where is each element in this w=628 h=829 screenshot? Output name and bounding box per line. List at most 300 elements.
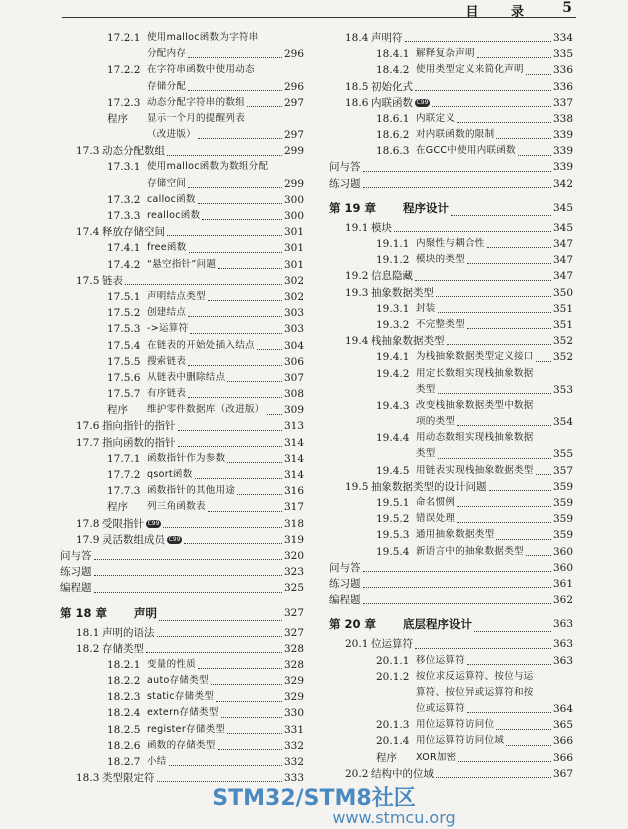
toc-entry (60, 689, 304, 705)
toc-entry-title-text: 用定长数组实现栈抽象数据 (416, 367, 534, 379)
toc-entry-title (147, 451, 225, 467)
toc-entry-page: 364 (552, 703, 573, 716)
toc-entry-title (60, 580, 92, 596)
toc-entry-page: 367 (552, 767, 573, 780)
toc-entry (60, 30, 304, 46)
toc-entry (60, 224, 304, 240)
toc-entry-title-text: 从链表中删除结点 (147, 371, 226, 383)
toc-entry-page: 357 (552, 464, 573, 477)
toc-entry-number: 17.7.2 (107, 469, 141, 482)
toc-entry-page: 355 (552, 448, 573, 461)
toc-entry-title-text: 在GCC中使用内联函数 (416, 145, 516, 157)
toc-entry (329, 301, 573, 317)
toc-entry-title-text: 模块的类型 (416, 254, 466, 266)
toc-entry (329, 317, 573, 333)
dot-leader (188, 187, 282, 188)
toc-entry (329, 430, 573, 446)
toc-entry-title (147, 689, 214, 705)
toc-entry-title-text: 动态分配字符串的数组 (147, 96, 246, 108)
toc-entry-number: 18.2.3 (107, 691, 141, 704)
toc-entry-number: 19.5.2 (376, 513, 410, 526)
toc-entry-title (147, 754, 167, 770)
dot-leader (184, 543, 282, 544)
toc-entry-title (403, 196, 449, 220)
dot-leader (487, 247, 551, 248)
c99-badge-icon: C99 (416, 98, 429, 106)
toc-entry-page: 351 (552, 302, 573, 315)
dot-leader (94, 559, 282, 560)
toc-entry-page: 328 (283, 642, 304, 655)
toc-entry-title-text: 结构中的位域 (371, 767, 434, 780)
toc-entry-page: 307 (283, 371, 304, 384)
toc-entry (60, 532, 304, 548)
dot-leader (432, 106, 551, 107)
toc-entry-page: 300 (283, 193, 304, 206)
toc-entry-title (147, 111, 245, 127)
toc-entry-page: 339 (552, 161, 573, 174)
dot-leader (146, 652, 282, 653)
toc-entry-page: 329 (283, 675, 304, 688)
toc-entry-number: 17.5.2 (107, 307, 141, 320)
dot-leader (257, 349, 282, 350)
toc-entry-title-text: 为栈抽象数据类型定义接口 (416, 351, 534, 363)
toc-entry-title-text: 链表 (102, 274, 123, 287)
toc-entry-page: 334 (552, 31, 573, 44)
dot-leader (438, 393, 551, 394)
toc-entry-page: 351 (552, 318, 573, 331)
dot-leader (518, 155, 551, 156)
toc-entry-title (147, 673, 209, 689)
toc-entry-number: 17.8 (76, 517, 100, 530)
dot-leader (178, 446, 282, 447)
toc-entry-title-text: 程序设计 (403, 200, 449, 215)
toc-entry (60, 499, 304, 515)
toc-entry-title-text: calloc函数 (147, 193, 196, 205)
toc-entry-title (329, 592, 361, 608)
toc-entry-title-text: 通用抽象数据类型 (416, 529, 495, 541)
toc-entry (60, 386, 304, 402)
toc-entry-page: 359 (552, 480, 573, 493)
toc-entry-number: 19.4.1 (376, 351, 410, 364)
toc-entry-number: 19.5 (345, 480, 369, 493)
toc-entry (329, 398, 573, 414)
toc-entry (60, 176, 304, 192)
toc-entry-page: 297 (283, 96, 304, 109)
toc-entry (329, 685, 573, 701)
toc-entry-number: 19.3.2 (376, 318, 410, 331)
toc-entry (329, 236, 573, 252)
toc-entry-page: 300 (283, 210, 304, 223)
toc-entry-page: 354 (552, 416, 573, 429)
dot-leader (458, 761, 550, 762)
toc-entry-title (416, 717, 494, 733)
toc-entry-number: 程序 (107, 404, 128, 417)
toc-entry-title (147, 46, 186, 62)
toc-entry-number: 17.5.3 (107, 323, 141, 336)
toc-entry (329, 511, 573, 527)
toc-entry-title (371, 479, 487, 495)
toc-entry-title-text: （改进版） (147, 129, 197, 141)
toc-entry-page: 363 (552, 654, 573, 667)
toc-entry-number: 17.3.2 (107, 193, 141, 206)
toc-entry (60, 402, 304, 418)
toc-entry-title (416, 527, 494, 543)
toc-entry-title (371, 636, 413, 652)
toc-entry-number: 20.1.3 (376, 719, 410, 732)
dot-leader (496, 729, 551, 730)
toc-entry-number: 18.4.1 (376, 48, 410, 61)
toc-entry-title (416, 446, 436, 462)
toc-entry-page: 299 (283, 145, 304, 158)
toc-entry-title-text: 维护零件数据库（改进版） (147, 404, 265, 416)
toc-entry-title (102, 641, 144, 657)
toc-entry-number: 18.6 (345, 96, 369, 109)
toc-entry-title-text: 练习题 (329, 177, 361, 190)
toc-entry-title (416, 463, 534, 479)
toc-entry-page: 366 (552, 751, 573, 764)
toc-entry (329, 252, 573, 268)
toc-entry (60, 160, 304, 176)
toc-entry-title (147, 722, 225, 738)
toc-entry-page: 316 (283, 485, 304, 498)
toc-entry-page: 337 (552, 96, 573, 109)
toc-entry-title (416, 430, 534, 446)
toc-entry-title (416, 236, 485, 252)
toc-entry-title-text: 内聚性与耦合性 (416, 238, 485, 250)
toc-entry (329, 62, 573, 78)
toc-left-column (60, 30, 304, 786)
dot-leader (188, 397, 282, 398)
toc-entry-page: 359 (552, 513, 573, 526)
page-title: 目 录 (465, 5, 538, 20)
toc-entry (60, 451, 304, 467)
toc-entry-title (329, 560, 361, 576)
dot-leader (526, 555, 551, 556)
dot-leader (227, 462, 282, 463)
toc-entry-title (329, 176, 361, 192)
toc-entry-page: 331 (283, 723, 304, 736)
toc-entry (329, 576, 573, 592)
dot-leader (202, 219, 282, 220)
toc-entry-number: 20.1 (345, 638, 369, 651)
toc-entry-title-text: 问与答 (329, 161, 361, 174)
toc-entry-title (329, 159, 361, 175)
toc-entry-page: 345 (552, 221, 573, 234)
toc-entry-title-text: “悬空指针”问题 (147, 258, 217, 270)
toc-entry-title (147, 370, 225, 386)
toc-entry (60, 435, 304, 451)
toc-entry-number: 18.2 (76, 642, 100, 655)
dot-leader (457, 506, 551, 507)
toc-entry-title (416, 544, 524, 560)
toc-entry-title-text: 小结 (147, 756, 167, 768)
toc-entry (60, 580, 304, 596)
toc-entry-page: 332 (283, 739, 304, 752)
dot-leader (167, 155, 282, 156)
toc-entry-title (371, 79, 413, 95)
dot-leader (415, 648, 551, 649)
toc-entry-title (147, 338, 255, 354)
toc-entry-title-text: register存储类型 (147, 723, 226, 735)
page-header (0, 0, 628, 20)
toc-entry-page: 336 (552, 64, 573, 77)
dot-leader (436, 777, 551, 778)
dot-leader (94, 592, 282, 593)
toc-entry-title-text: 存储类型 (102, 642, 144, 655)
toc-entry (329, 750, 573, 766)
dot-leader (163, 527, 282, 528)
toc-entry-page: 325 (283, 582, 304, 595)
toc-entry-title-text: 指向指针的指针 (102, 420, 176, 433)
toc-entry-number: 18.4.2 (376, 64, 410, 77)
toc-entry-number: 19.2 (345, 270, 369, 283)
watermark (0, 781, 628, 827)
toc-entry (329, 717, 573, 733)
toc-entry-title-text: 信息隐藏 (371, 270, 413, 283)
dot-leader (247, 106, 282, 107)
toc-entry-title (416, 414, 455, 430)
toc-entry-number: 第 18 章 (60, 605, 108, 620)
toc-entry (329, 111, 573, 127)
toc-entry-page: 336 (552, 80, 573, 93)
toc-entry-number: 17.5.1 (107, 290, 141, 303)
dot-leader (208, 300, 282, 301)
toc-entry-page: 360 (552, 545, 573, 558)
toc-entry-number: 17.3 (76, 145, 100, 158)
toc-entry-title-text: 底层程序设计 (403, 617, 472, 632)
toc-entry-page: 313 (283, 420, 304, 433)
toc-entry-page: 329 (283, 691, 304, 704)
toc-entry (329, 653, 573, 669)
dot-leader (198, 668, 282, 669)
toc-entry-number: 19.4.4 (376, 432, 410, 445)
toc-entry-number: 17.4 (76, 226, 100, 239)
toc-entry-title-text: 内联定义 (416, 112, 456, 124)
c99-badge-icon: C99 (147, 519, 160, 527)
toc-entry-page: 306 (283, 355, 304, 368)
toc-entry-title (416, 252, 465, 268)
toc-entry-page: 345 (552, 201, 573, 214)
dot-leader (536, 361, 551, 362)
toc-entry-title-text: 函数指针作为参数 (147, 452, 226, 464)
toc-entry-title-text: 存储空间 (147, 177, 187, 189)
toc-entry (329, 95, 573, 111)
toc-entry-title-text: 抽象数据类型的设计问题 (371, 480, 487, 493)
toc-entry-title (371, 766, 434, 782)
toc-entry (60, 338, 304, 354)
toc-entry-title (147, 499, 206, 515)
toc-entry (60, 706, 304, 722)
toc-entry-page: 297 (283, 129, 304, 142)
toc-entry-title (147, 386, 186, 402)
dot-leader (363, 603, 551, 604)
toc-entry-title (416, 669, 534, 685)
watermark-url: www.stmcu.org (332, 808, 456, 827)
toc-entry-page: 330 (283, 707, 304, 720)
toc-entry-title (147, 192, 196, 208)
toc-entry (60, 754, 304, 770)
toc-entry-title (60, 564, 92, 580)
toc-entry-title-text: 指向函数的指针 (102, 436, 176, 449)
toc-entry-title-text: 受限指针 (102, 517, 144, 530)
toc-entry-title (147, 159, 268, 175)
toc-entry (329, 160, 573, 176)
toc-entry-title (416, 317, 465, 333)
toc-entry-title-text: ->运算符 (147, 323, 189, 335)
toc-entry-title-text: 位运算符 (371, 638, 413, 651)
dot-leader (496, 138, 551, 139)
toc-entry (329, 669, 573, 685)
toc-entry-title (371, 285, 434, 301)
toc-entry-page: 301 (283, 242, 304, 255)
dot-leader (227, 381, 282, 382)
toc-entry-number: 18.6.2 (376, 129, 410, 142)
toc-entry (329, 349, 573, 365)
toc-entry-title-text: 搜索链表 (147, 355, 187, 367)
dot-leader (436, 296, 551, 297)
toc-entry-page: 304 (283, 339, 304, 352)
toc-entry-number: 18.1 (76, 626, 100, 639)
toc-entry (329, 560, 573, 576)
dot-leader (474, 631, 551, 632)
toc-entry-page: 339 (552, 145, 573, 158)
toc-entry-page: 302 (283, 290, 304, 303)
toc-entry-title-text: 在字符串函数中使用动态 (147, 64, 255, 76)
dot-leader (415, 90, 551, 91)
toc-entry (60, 321, 304, 337)
toc-entry (60, 273, 304, 289)
dot-leader (526, 74, 551, 75)
toc-entry (329, 701, 573, 717)
toc-entry-title-text: 新语言中的抽象数据类型 (416, 545, 524, 557)
toc-entry-page: 314 (283, 469, 304, 482)
toc-entry-title-text: 不完整类型 (416, 318, 466, 330)
toc-entry-number: 17.5.4 (107, 339, 141, 352)
toc-entry-title (416, 733, 504, 749)
toc-entry-number: 程序 (107, 112, 128, 125)
toc-entry-page: 318 (283, 517, 304, 530)
dot-leader (208, 511, 282, 512)
dot-leader (457, 522, 551, 523)
toc-entry-title-text: 用动态数组实现栈抽象数据 (416, 432, 534, 444)
toc-entry-title-text: 用链表实现栈抽象数据类型 (416, 464, 534, 476)
toc-entry (329, 479, 573, 495)
toc-entry-page: 353 (552, 383, 573, 396)
toc-entry (60, 305, 304, 321)
dot-leader (496, 539, 551, 540)
toc-entry-title (147, 176, 186, 192)
toc-entry-number: 18.6.3 (376, 145, 410, 158)
toc-entry (329, 285, 573, 301)
toc-entry-page: 338 (552, 112, 573, 125)
toc-entry-number: 17.5 (76, 274, 100, 287)
toc-entry-page: 347 (552, 238, 573, 251)
toc-entry-number: 第 19 章 (329, 200, 377, 215)
toc-entry-title-text: 灵活数组成员 (102, 533, 165, 546)
toc-entry-title-text: extern存储类型 (147, 707, 219, 719)
toc-entry (60, 257, 304, 273)
toc-entry-title-text: 移位运算符 (416, 654, 466, 666)
toc-entry-page: 362 (552, 594, 573, 607)
dot-leader (190, 333, 282, 334)
dot-leader (188, 316, 282, 317)
toc-entry (329, 592, 573, 608)
toc-entry-title-text: 声明的语法 (102, 626, 155, 639)
toc-entry (329, 463, 573, 479)
toc-entry-title-text: static存储类型 (147, 691, 215, 703)
dot-leader (363, 587, 551, 588)
toc-entry-title (416, 127, 494, 143)
toc-entry-number: 18.6.1 (376, 112, 410, 125)
dot-leader (188, 90, 282, 91)
toc-entry-title (147, 62, 255, 78)
toc-entry (329, 414, 573, 430)
toc-entry-number: 17.4.2 (107, 258, 141, 271)
toc-entry-title (416, 750, 456, 766)
toc-entry-number: 17.5.6 (107, 371, 141, 384)
toc-entry-number: 17.4.1 (107, 242, 141, 255)
toc-entry-title (102, 224, 165, 240)
dot-leader (363, 571, 551, 572)
toc-entry (60, 673, 304, 689)
toc-entry-title (416, 62, 524, 78)
toc-entry-title (147, 705, 219, 721)
toc-entry-page: 360 (552, 561, 573, 574)
toc-entry-page: 317 (283, 501, 304, 514)
toc-entry (60, 240, 304, 256)
toc-entry (60, 564, 304, 580)
toc-entry-title-text: 问与答 (60, 549, 92, 562)
toc-entry-title-text: 使用malloc函数为数组分配 (147, 161, 269, 173)
toc-entry-title-text: 项的类型 (416, 416, 456, 428)
toc-entry-title (147, 95, 245, 111)
toc-entry-page: 327 (283, 606, 304, 619)
dot-leader (467, 328, 551, 329)
dot-leader (457, 425, 551, 426)
dot-leader (178, 430, 282, 431)
toc-entry-title (147, 30, 259, 46)
toc-entry-number: 17.3.3 (107, 210, 141, 223)
toc-entry (329, 46, 573, 62)
toc-entry (60, 95, 304, 111)
toc-entry (329, 176, 573, 192)
dot-leader (467, 263, 551, 264)
toc-entry-title-text: auto存储类型 (147, 675, 209, 687)
toc-entry-number: 19.1.1 (376, 238, 410, 251)
toc-entry (60, 483, 304, 499)
toc-entry-page: 319 (283, 533, 304, 546)
toc-entry-title (416, 511, 455, 527)
dot-leader (489, 490, 551, 491)
toc-entry-page: 303 (283, 307, 304, 320)
toc-entry (329, 495, 573, 511)
dot-leader (457, 122, 551, 123)
toc-entry-page: 320 (283, 549, 304, 562)
toc-entry-title (371, 220, 392, 236)
dot-leader (467, 712, 551, 713)
toc-entry-page: 314 (283, 452, 304, 465)
toc-entry-title (416, 398, 534, 414)
toc-entry-title (416, 653, 465, 669)
toc-entry-title-text: 内联函数 (371, 96, 413, 109)
toc-entry-number: 17.6 (76, 420, 100, 433)
toc-entry-number: 17.5.7 (107, 388, 141, 401)
toc-entry-title-text: 分配内存 (147, 48, 187, 60)
toc-entry-title-text: 使用malloc函数为字符串 (147, 31, 259, 43)
toc-entry-title-text: 函数指针的其他用途 (147, 485, 236, 497)
toc-entry (329, 734, 573, 750)
toc-entry-number: 17.3.1 (107, 161, 141, 174)
